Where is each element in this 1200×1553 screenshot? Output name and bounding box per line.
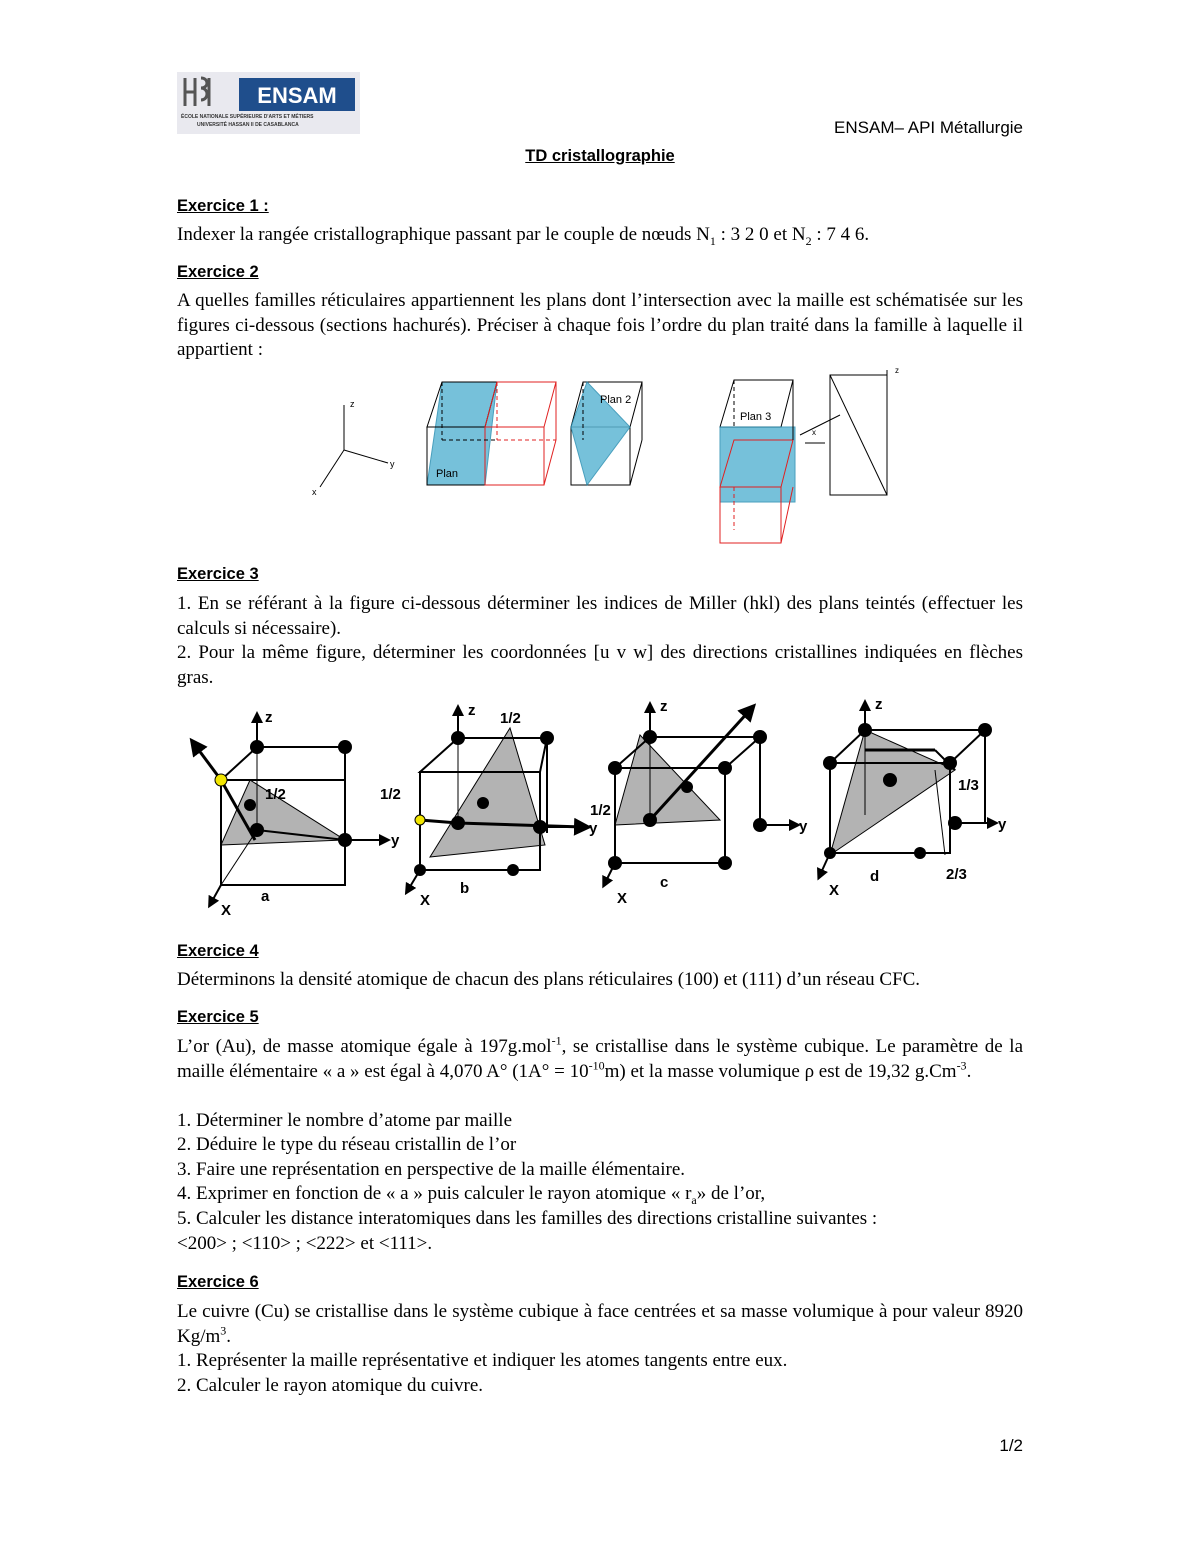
header-right-label: ENSAM– API Métallurgie (834, 118, 1023, 137)
ex2-cube-3 (720, 380, 795, 543)
ex2-right-z: z (895, 366, 899, 375)
ex3-b-y: y (589, 820, 598, 837)
ex3-a-label: a (261, 888, 270, 905)
ex3-cube-c (605, 707, 795, 883)
ex2-right-x: x (812, 428, 816, 437)
ex4-title: Exercice 4 (177, 942, 259, 960)
ex6-intro: Le cuivre (Cu) se cristallise dans le système cubique à face centrées et sa masse volumique à pour valeur 8920 $Kg/m^3$. (177, 1301, 1023, 1347)
ex2-text: A quelles familles réticulaires appartiennent les plans dont l’intersection avec la maille est schématisée sur les figures ci-dessous (sections hachurés). Préciser à chaque fois l’ordre du plan traité dans la famille à laquelle il appartient : (177, 290, 1023, 360)
ex2-figure (300, 365, 920, 550)
ex3-c-x: X (617, 890, 628, 907)
ex1-title: Exercice 1 : (177, 197, 269, 215)
ex5-q5b: <200> ; <110> ; <222> et <111>. (177, 1233, 433, 1254)
ex3-d-third: 1/3 (958, 777, 979, 794)
ex3-q1: 1. En se référant à la figure ci-dessous déterminer les indices de Miller (hkl) des plans teintés (effectuer les calculs si nécessaire). (177, 593, 1023, 639)
ex1-text: Indexer la rangée cristallographique passant par le couple de nœuds $N_1$ : 3 2 0 et $N_2$ : 7 4 6. (177, 224, 870, 248)
ex3-b-half-top: 1/2 (500, 710, 521, 727)
ex3-c-z: z (660, 698, 668, 715)
ex5-q2: 2. Déduire le type du réseau cristallin de l’or (177, 1134, 517, 1155)
ex2-title: Exercice 2 (177, 263, 259, 281)
ex2-plan2-label: Plan 2 (600, 394, 632, 406)
ex3-b-label: b (460, 880, 470, 897)
ex3-a-half: 1/2 (265, 786, 286, 803)
logo-text: ENSAM (257, 83, 337, 108)
ex5-title: Exercice 5 (177, 1008, 259, 1026)
ex4-text: Déterminons la densité atomique de chacun des plans réticulaires (100) et (111) d’un réseau CFC. (177, 969, 921, 990)
ex2-plan1-label: Plan (436, 468, 459, 480)
ex3-cube-b (408, 710, 585, 890)
page-number: 1/2 (999, 1436, 1023, 1455)
ex3-title: Exercice 3 (177, 565, 259, 583)
logo-subtitle-2: UNIVERSITÉ HASSAN II DE CASABLANCA (197, 122, 299, 128)
ex3-cube-a (195, 717, 385, 903)
ex3-b-half-side: 1/2 (380, 786, 401, 803)
ex5-q1: 1. Déterminer le nombre d’atome par maille (177, 1110, 513, 1131)
ex3-d-x: X (829, 882, 840, 899)
ex3-d-twothirds: 2/3 (946, 866, 967, 883)
ex3-c-half: 1/2 (590, 802, 611, 819)
ex5-intro: L’or (Au), de masse atomique égale à 197g.mol$^{-1}$, se cristallise dans le système cubique. Le paramètre de la maille élémentaire « a » est égal à 4,070 A° $(1A^\circ = 10^{-10}m)$ et la masse volumique ρ est de 19,32 $g.Cm^{-3}$. (177, 1033, 1024, 1082)
ex3-a-y: y (391, 832, 400, 849)
ex3-q2: 2. Pour la même figure, déterminer les coordonnées [u v w] des directions cristallines indiquées en flèches gras. (177, 642, 1023, 688)
ex3-c-y: y (799, 818, 808, 835)
ex2-axis-y: y (390, 459, 395, 469)
ex3-d-z: z (875, 696, 883, 713)
ex3-d-label: d (870, 868, 880, 885)
ex6-title: Exercice 6 (177, 1273, 259, 1291)
ex3-d-y: y (998, 816, 1007, 833)
ex3-c-label: c (660, 874, 669, 891)
ex3-b-x: X (420, 892, 431, 909)
ex6-q1: 1. Représenter la maille représentative et indiquer les atomes tangents entre eux. (177, 1350, 788, 1371)
ex5-q5: 5. Calculer les distance interatomiques dans les familles des directions cristalline suivantes : (177, 1208, 878, 1229)
ex5-q4: 4. Exprimer en fonction de « a » puis calculer le rayon atomique « $r_a$» de l’or, (177, 1183, 766, 1207)
ex3-a-x: X (221, 902, 232, 919)
ex2-axes (320, 405, 388, 487)
ex3-a-z: z (265, 709, 273, 726)
ex2-axis-x: x (312, 487, 317, 497)
ex2-axis-z: z (350, 399, 355, 409)
ex6-q2: 2. Calculer le rayon atomique du cuivre. (177, 1375, 484, 1396)
ex5-q3: 3. Faire une représentation en perspective de la maille élémentaire. (177, 1159, 686, 1180)
ex2-plan3-label: Plan 3 (740, 411, 772, 423)
logo-subtitle-1: ÉCOLE NATIONALE SUPÉRIEURE D'ARTS ET MÉTIERS (181, 114, 314, 120)
ex3-b-z: z (468, 702, 476, 719)
ex3-figure (175, 695, 1030, 925)
school-logo (177, 72, 360, 134)
page-title: TD cristallographie (525, 147, 675, 165)
